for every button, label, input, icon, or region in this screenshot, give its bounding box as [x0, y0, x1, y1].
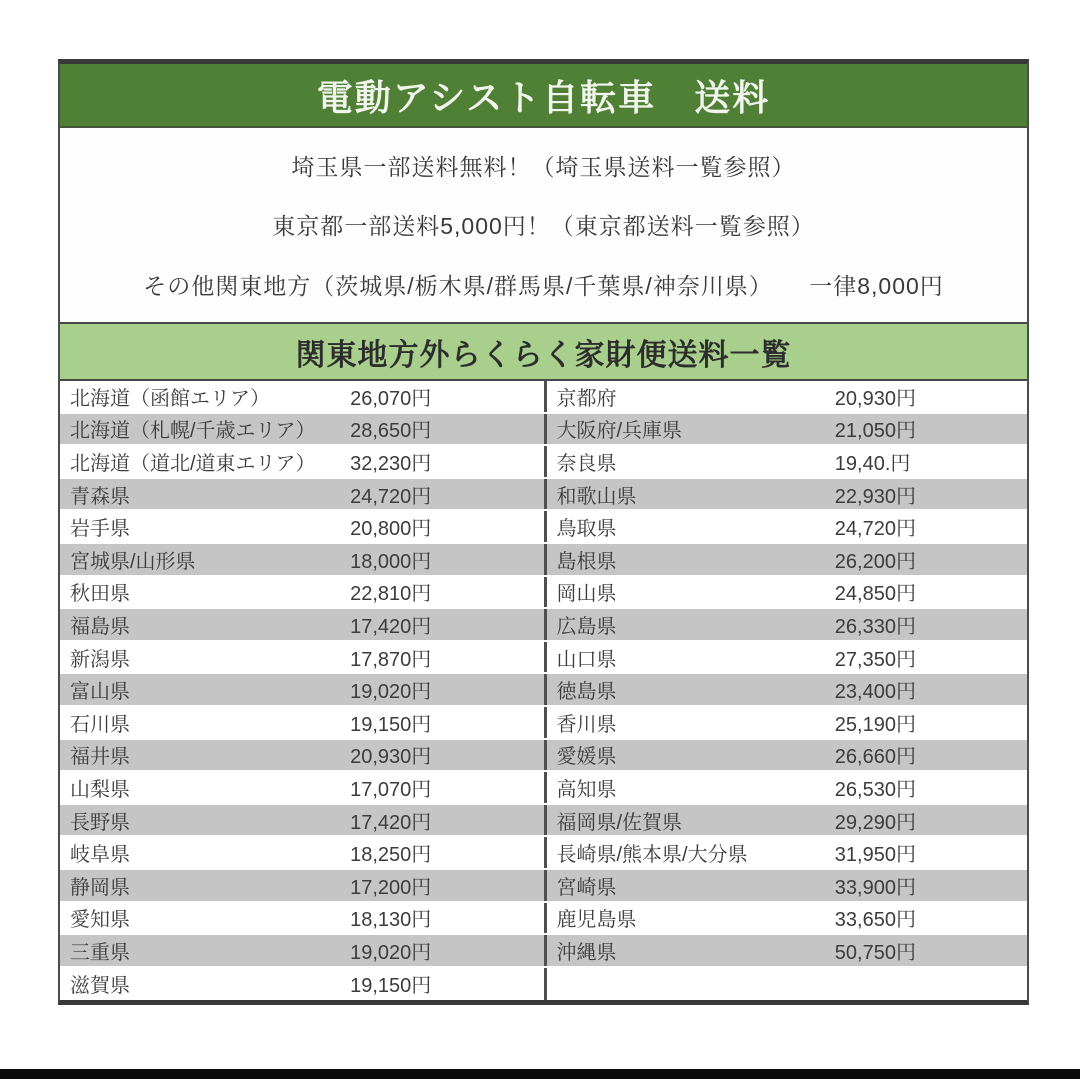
shipping-price: 19,40.円 — [834, 452, 911, 475]
table-cell-group — [60, 674, 544, 705]
table-row — [60, 642, 1027, 675]
table-cell-group — [544, 968, 1028, 1001]
table-cell-group — [544, 837, 1028, 868]
table-cell-group — [60, 805, 544, 836]
note-tokyo: 東京都一部送料5,000円！（東京都送料一覧参照） — [272, 213, 815, 240]
table-cell-group — [544, 609, 1028, 640]
table-cell-group — [544, 707, 1028, 738]
table-row — [60, 968, 1027, 1001]
prefecture-name: 静岡県 — [70, 876, 130, 899]
shipping-price: 32,230円 — [350, 452, 432, 475]
shipping-price: 18,130円 — [350, 909, 432, 932]
table-cell-group — [60, 772, 544, 803]
table-row — [60, 446, 1027, 479]
table-row — [60, 381, 1027, 414]
table-row — [60, 511, 1027, 544]
prefecture-name: 沖縄県 — [556, 941, 617, 964]
prefecture-name: 北海道（函館エリア） — [70, 387, 270, 410]
shipping-price: 22,930円 — [834, 485, 916, 508]
shipping-price: 17,870円 — [350, 648, 432, 671]
shipping-price: 19,020円 — [350, 941, 432, 964]
prefecture-name: 鳥取県 — [556, 518, 617, 541]
prefecture-name: 和歌山県 — [556, 485, 637, 508]
prefecture-name: 三重県 — [70, 941, 130, 964]
shipping-price: 23,400円 — [834, 681, 916, 704]
table-cell-group — [60, 544, 544, 575]
prefecture-name: 高知県 — [556, 778, 617, 801]
note-saitama: 埼玉県一部送料無料！（埼玉県送料一覧参照） — [291, 154, 796, 181]
table-cell-group — [544, 870, 1028, 901]
shipping-price: 31,950円 — [834, 844, 916, 867]
shipping-price: 29,290円 — [834, 811, 916, 834]
shipping-price: 17,420円 — [350, 615, 432, 638]
shipping-price: 33,650円 — [834, 909, 916, 932]
shipping-price: 25,190円 — [834, 713, 916, 736]
table-cell-group — [60, 968, 544, 1001]
table-cell-group — [544, 479, 1028, 510]
prefecture-name: 京都府 — [556, 387, 617, 410]
prefecture-name: 山口県 — [556, 648, 617, 671]
table-cell-group — [60, 577, 544, 608]
table-cell-group — [60, 446, 544, 477]
prefecture-name: 宮崎県 — [556, 876, 617, 899]
shipping-price: 26,070円 — [350, 387, 432, 410]
shipping-price: 19,150円 — [350, 713, 432, 736]
table-cell-group — [544, 544, 1028, 575]
shipping-price: 22,810円 — [350, 583, 432, 606]
shipping-price: 20,800円 — [350, 518, 432, 541]
table-cell-group — [60, 707, 544, 738]
table-cell-group — [60, 935, 544, 966]
prefecture-name: 石川県 — [70, 713, 130, 736]
table-cell-group — [544, 642, 1028, 673]
shipping-price: 26,530円 — [834, 778, 916, 801]
table-cell-group — [60, 837, 544, 868]
table-cell-group — [544, 740, 1028, 771]
prefecture-name: 宮城県/山形県 — [70, 550, 196, 573]
main-header-bar — [60, 64, 1027, 128]
table-cell-group — [60, 903, 544, 934]
shipping-price: 20,930円 — [834, 387, 916, 410]
prefecture-name: 愛知県 — [70, 909, 130, 932]
table-cell-group — [60, 870, 544, 901]
table-cell-group — [544, 511, 1028, 542]
table-cell-group — [60, 479, 544, 510]
shipping-price: 24,850円 — [834, 583, 916, 606]
table-title: 関東地方外らくらく家財便送料一覧 — [295, 338, 792, 372]
table-cell-group — [544, 772, 1028, 803]
page-title: 電動アシスト自転車 送料 — [316, 76, 771, 118]
prefecture-name: 愛媛県 — [556, 746, 617, 769]
prefecture-name: 福井県 — [70, 746, 130, 769]
shipping-price: 18,000円 — [350, 550, 432, 573]
table-cell-group — [60, 511, 544, 542]
shipping-notes-section — [60, 128, 1027, 322]
table-row — [60, 577, 1027, 610]
prefecture-name: 秋田県 — [70, 583, 130, 606]
shipping-price: 26,330円 — [834, 615, 916, 638]
table-row — [60, 805, 1027, 838]
shipping-price: 24,720円 — [350, 485, 432, 508]
prefecture-name: 広島県 — [556, 615, 617, 638]
prefecture-name: 奈良県 — [556, 452, 617, 475]
shipping-price: 33,900円 — [834, 876, 916, 899]
prefecture-name: 島根県 — [556, 550, 617, 573]
prefecture-name: 鹿児島県 — [556, 909, 637, 932]
table-cell-group — [544, 805, 1028, 836]
prefecture-name: 青森県 — [70, 485, 130, 508]
table-row — [60, 935, 1027, 968]
bottom-black-bar — [0, 1069, 1080, 1079]
shipping-price: 19,150円 — [350, 975, 432, 998]
prefecture-name: 福岡県/佐賀県 — [556, 811, 683, 834]
shipping-price: 24,720円 — [834, 518, 916, 541]
table-cell-group — [60, 642, 544, 673]
table-row — [60, 414, 1027, 447]
prefecture-name: 長崎県/熊本県/大分県 — [556, 844, 748, 867]
shipping-price: 20,930円 — [350, 746, 432, 769]
table-row — [60, 479, 1027, 512]
shipping-price: 26,200円 — [834, 550, 916, 573]
table-cell-group — [544, 903, 1028, 934]
table-row — [60, 740, 1027, 773]
table-cell-group — [544, 446, 1028, 477]
shipping-price: 19,020円 — [350, 681, 432, 704]
table-row — [60, 544, 1027, 577]
table-cell-group — [544, 674, 1028, 705]
shipping-price: 18,250円 — [350, 844, 432, 867]
table-cell-group — [544, 577, 1028, 608]
prefecture-name: 岩手県 — [70, 518, 130, 541]
table-row — [60, 870, 1027, 903]
note-other-kanto: その他関東地方（茨城県/栃木県/群馬県/千葉県/神奈川県） 一律8,000円 — [143, 272, 944, 299]
shipping-price: 17,420円 — [350, 811, 432, 834]
prefecture-name: 新潟県 — [70, 648, 130, 671]
table-header-bar — [60, 322, 1027, 381]
shipping-price: 21,050円 — [834, 420, 916, 443]
prefecture-name: 大阪府/兵庫県 — [556, 420, 683, 443]
prefecture-name: 滋賀県 — [70, 975, 130, 998]
table-row — [60, 837, 1027, 870]
table-cell-group — [544, 381, 1028, 412]
table-row — [60, 707, 1027, 740]
prefecture-name: 香川県 — [556, 713, 617, 736]
table-row — [60, 772, 1027, 805]
shipping-price: 17,070円 — [350, 778, 432, 801]
prefecture-name: 福島県 — [70, 615, 130, 638]
prefecture-name: 山梨県 — [70, 778, 130, 801]
shipping-price: 26,660円 — [834, 746, 916, 769]
table-row — [60, 609, 1027, 642]
table-cell-group — [544, 414, 1028, 445]
shipping-notice-box — [58, 59, 1029, 1005]
table-cell-group — [60, 381, 544, 412]
prefecture-name: 徳島県 — [556, 681, 617, 704]
table-cell-group — [60, 609, 544, 640]
shipping-price: 50,750円 — [834, 941, 916, 964]
prefecture-name: 北海道（道北/道東エリア） — [70, 452, 316, 475]
table-cell-group — [544, 935, 1028, 966]
shipping-price: 27,350円 — [834, 648, 916, 671]
prefecture-name: 富山県 — [70, 681, 130, 704]
prefecture-name: 岐阜県 — [70, 844, 130, 867]
table-row — [60, 674, 1027, 707]
prefecture-name: 長野県 — [70, 811, 130, 834]
prefecture-name: 北海道（札幌/千歳エリア） — [70, 420, 316, 443]
table-row — [60, 903, 1027, 936]
shipping-price: 17,200円 — [350, 876, 432, 899]
fee-table — [60, 381, 1027, 1000]
shipping-price: 28,650円 — [350, 420, 432, 443]
table-cell-group — [60, 740, 544, 771]
prefecture-name: 岡山県 — [556, 583, 617, 606]
table-cell-group — [60, 414, 544, 445]
